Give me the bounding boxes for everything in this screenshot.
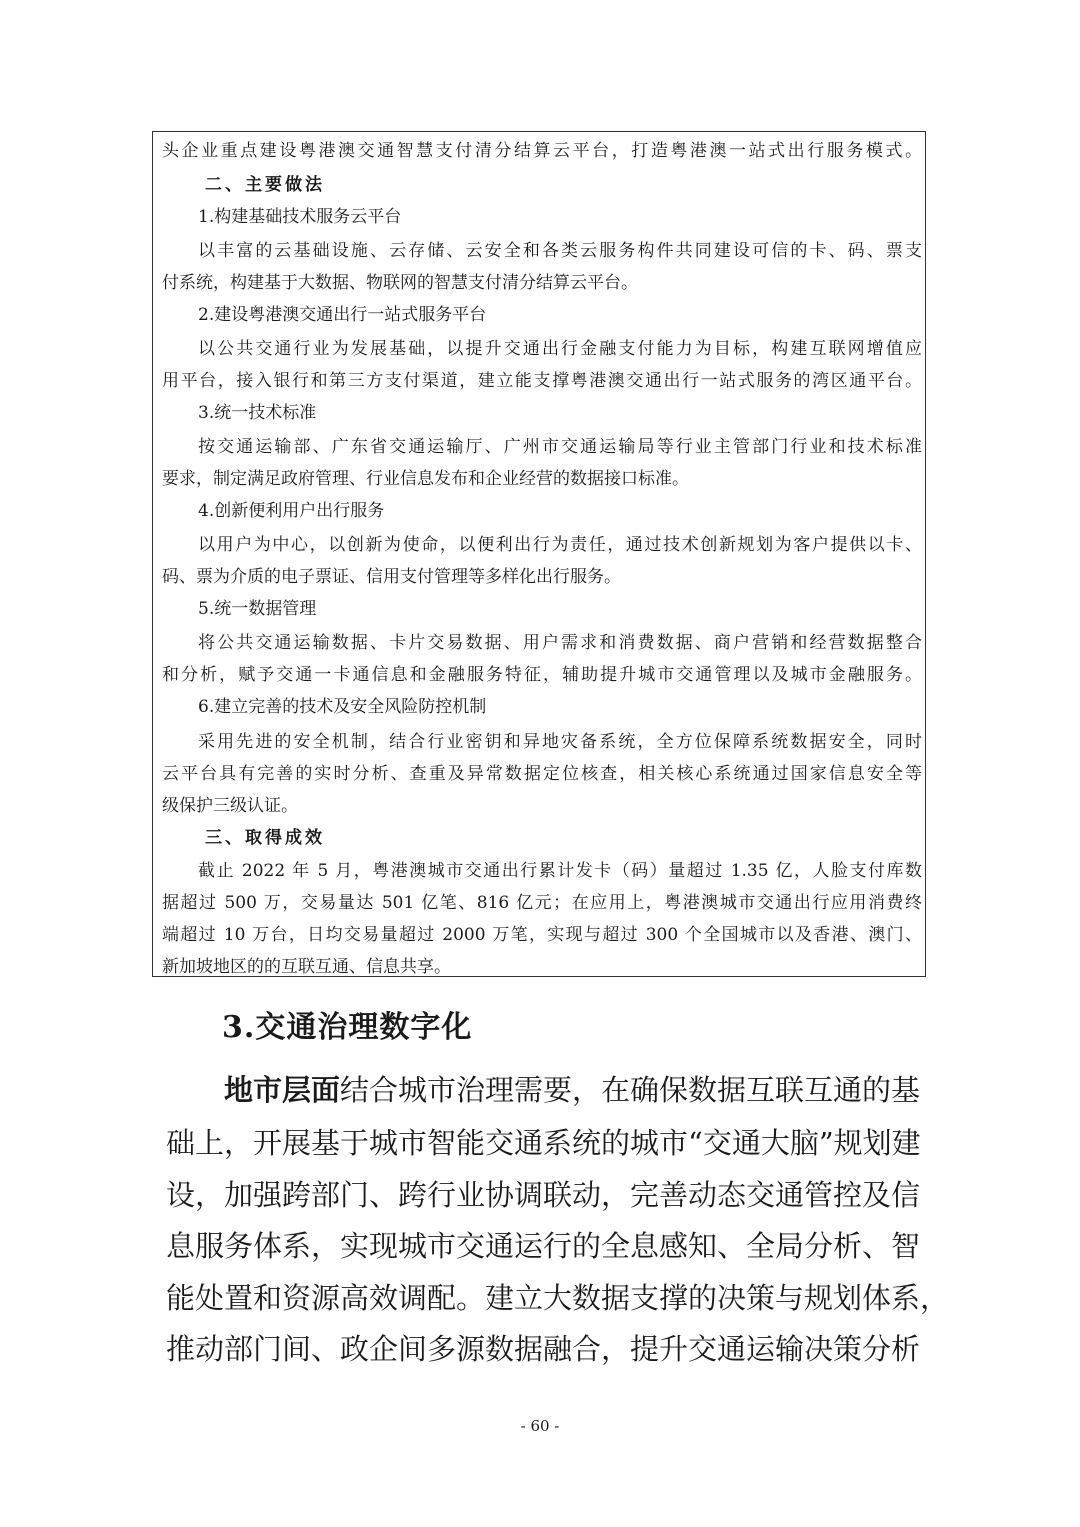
result-line-3: 端超过 10 万台，日均交易量超过 2000 万笔，实现与超过 300 个全国城市以及香港、澳门、 — [162, 925, 922, 945]
result-line-4: 新加坡地区的的互联互通、信息共享。 — [162, 957, 451, 977]
item-2-line-1: 以公共交通行业为发展基础，以提升交通出行金融支付能力为目标，构建互联网增值应 — [198, 339, 922, 359]
intro-line: 头企业重点建设粤港澳交通智慧支付清分结算云平台，打造粤港澳一站式出行服务模式。 — [162, 141, 922, 161]
item-1-title: 1.构建基础技术服务云平台 — [198, 207, 402, 227]
item-5-title: 5.统一数据管理 — [198, 599, 317, 619]
item-4-line-1: 以用户为中心，以创新为使命，以便利出行为责任，通过技术创新规划为客户提供以卡、 — [198, 535, 922, 555]
body-line-6: 推动部门间、政企间多源数据融合，提升交通运输决策分析 — [166, 1332, 921, 1366]
body-line-2: 础上，开展基于城市智能交通系统的城市“交通大脑”规划建 — [166, 1126, 921, 1160]
section-2-title: 二、主要做法 — [205, 175, 325, 195]
result-line-1: 截止 2022 年 5 月，粤港澳城市交通出行累计发卡（码）量超过 1.35 亿，人脸支付库数 — [198, 861, 922, 881]
item-5-line-2: 和分析，赋予交通一卡通信息和金融服务特征，辅助提升城市交通管理以及城市金融服务。 — [162, 665, 922, 685]
body-line-1 — [224, 1072, 921, 1108]
item-3-title: 3.统一技术标准 — [198, 403, 317, 423]
item-5-line-1: 将公共交通运输数据、卡片交易数据、用户需求和消费数据、商户营销和经营数据整合 — [198, 633, 922, 653]
item-6-line-3: 级保护三级认证。 — [162, 796, 298, 816]
body-line-5: 能处置和资源高效调配。建立大数据支撑的决策与规划体系， — [166, 1281, 950, 1315]
item-4-line-2: 码、票为介质的电子票证、信用支付管理等多样化出行服务。 — [162, 567, 621, 587]
page-number: - 60 - — [520, 1417, 560, 1435]
body-line-4: 息服务体系，实现城市交通运行的全息感知、全局分析、智 — [166, 1229, 921, 1263]
item-6-title: 6.建立完善的技术及安全风险防控机制 — [198, 697, 487, 717]
item-6-line-1: 采用先进的安全机制，结合行业密钥和异地灾备系统，全方位保障系统数据安全，同时 — [198, 732, 922, 752]
body-lead-bold: 地市层面 — [224, 1073, 341, 1107]
item-1-line-1: 以丰富的云基础设施、云存储、云安全和各类云服务构件共同建设可信的卡、码、票支 — [198, 241, 922, 261]
item-2-title: 2.建设粤港澳交通出行一站式服务平台 — [198, 305, 487, 325]
body-line-3: 设，加强跨部门、跨行业协调联动，完善动态交通管控及信 — [166, 1178, 921, 1212]
item-1-line-2: 付系统，构建基于大数据、物联网的智慧支付清分结算云平台。 — [162, 273, 638, 293]
body-line-1-rest: 结合城市治理需要，在确保数据互联互通的基 — [340, 1073, 921, 1107]
item-3-line-1: 按交通运输部、广东省交通运输厅、广州市交通运输局等行业主管部门行业和技术标准 — [198, 437, 922, 457]
item-3-line-2: 要求，制定满足政府管理、行业信息发布和企业经营的数据接口标准。 — [162, 469, 689, 489]
item-2-line-2: 用平台，接入银行和第三方支付渠道，建立能支撑粤港澳交通出行一站式服务的湾区通平台。 — [162, 371, 922, 391]
item-4-title: 4.创新便利用户出行服务 — [198, 501, 385, 521]
section-3-title: 三、取得成效 — [205, 828, 325, 848]
section-heading: 3.交通治理数字化 — [222, 1010, 473, 1045]
result-line-2: 据超过 500 万，交易量达 501 亿笔、816 亿元；在应用上，粤港澳城市交通出行应用消费终 — [162, 893, 922, 913]
item-6-line-2: 云平台具有完善的实时分析、查重及异常数据定位核查，相关核心系统通过国家信息安全等 — [162, 764, 922, 784]
